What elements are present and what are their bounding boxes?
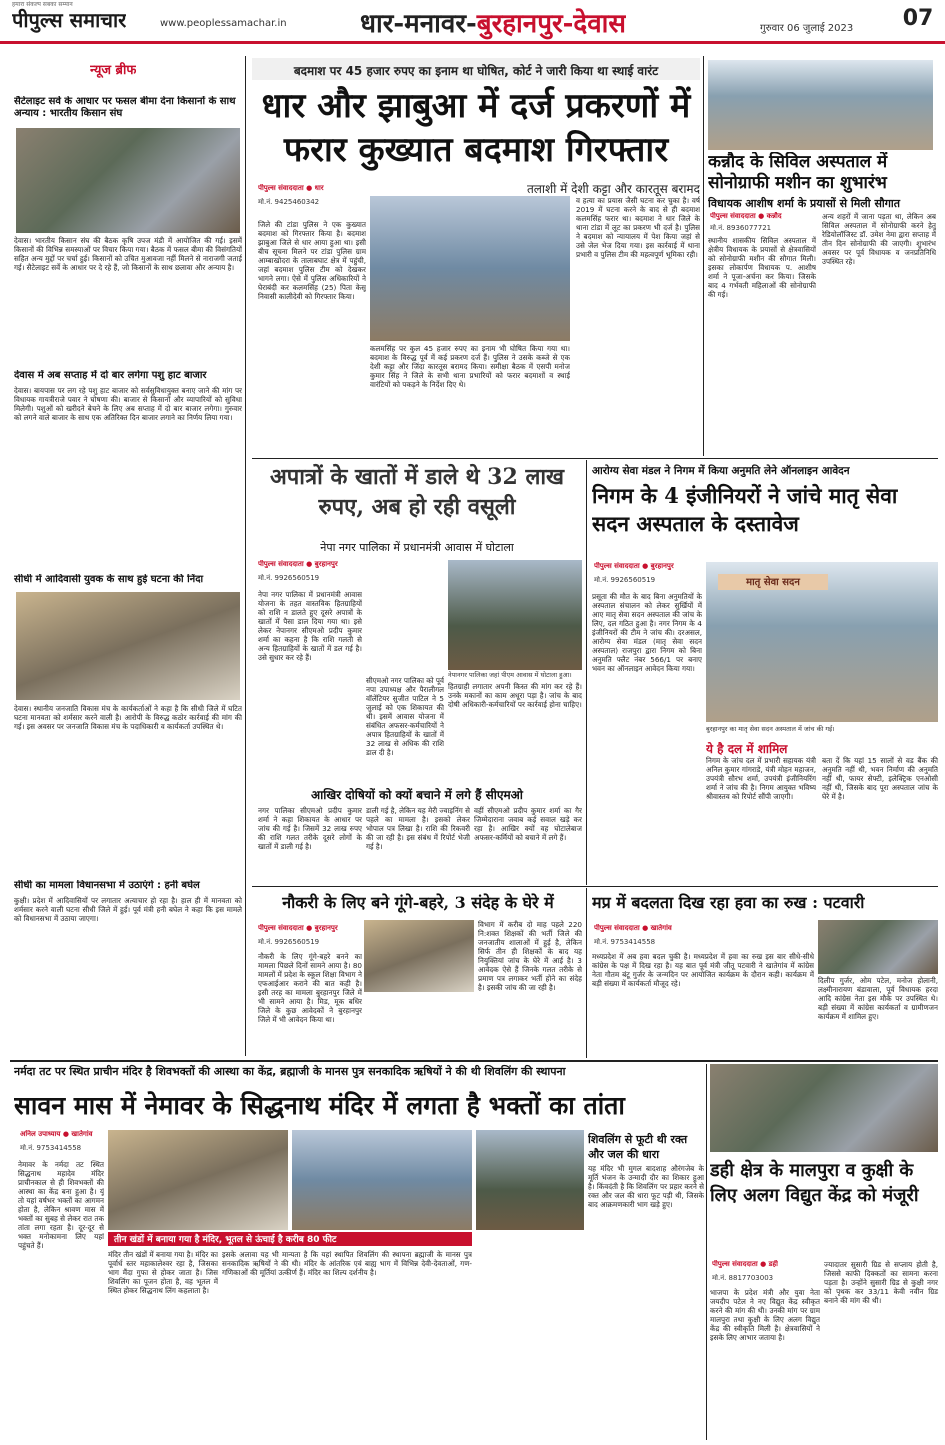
column-divider [703, 56, 704, 456]
temple-mobile: मो.नं. 9753414558 [20, 1144, 82, 1152]
matru-body-1: प्रसूता की मौत के बाद बिना अनुमतियों के अस्पताल संचालन को लेकर सुर्खियों में आए मातृ सेवा सदन अस्पताल की जांच के लिए, दल गठित हुआ है। नगर निगम के 4 इंजीनियरों की टीम ने जांच की। दरअसल, आरोग्य सेवा मंडल (मातृ सेवा सदन अस्पताल) राजपुरा द्वारा निगम को बिना अनुमति फ्लैट नंबर 566/1 पर बनाए भवन का ऑनलाइन आवेदन किया गया। [592, 592, 702, 673]
masthead-tagline: हमारा संकल्प सबका सम्मान [12, 1, 73, 8]
sonography-launch-photo [708, 60, 933, 150]
pmay-side-body-2: डाली गई है, लेकिन यह मेरी ज्वाइनिंग से पहले का मामला है। इसको लेकर भोपाल पत्र लिखा है। राशि की रिकवरी की जा रही है। इस संबंध में रिपोर्ट भेजी गई है। [366, 806, 470, 851]
pmay-photo-caption: नेपानगर पालिका जहां पीएम आवास में घोटाला हुआ। [448, 671, 572, 679]
matru-photo-caption: बुरहानपुर का मातृ सेवा सदन अस्पताल में जांच की गई। [706, 725, 835, 733]
temple-byline: अनिल उपाध्याय ● खातेगांव [20, 1130, 93, 1138]
edition-cities-part2: बुरहानपुर-देवास [476, 9, 626, 39]
pmay-byline: पीपुल्स संवाददाता ● बुरहानपुर [258, 560, 338, 568]
patwari-body-2: दिलीप गुर्जर, ओम पटेल, मनोज होलानी, लक्ष्मीनारायण बंडावाला, पूर्व विधायक हरदा आदि कांग्रेस नेता इस मौके पर उपस्थित थे। बड़ी संख्या में कांग्रेस कार्यकर्ता व ग्रामीणजन कार्यक्रम में शामिल हुए। [818, 976, 938, 1021]
pmay-body-3: हितग्राही लगातार अपनी किस्त की मांग कर रहे हैं। उनके मकानों का काम अधूरा पड़ा है। जांच के बाद दोषी अधिकारी-कर्मचारियों पर कार्रवाई होना चाहिए। [448, 682, 582, 709]
temple-headline: सावन मास में नेमावर के सिद्धनाथ मंदिर में लगता है भक्तों का तांता [14, 1091, 625, 1120]
shivling-photo [476, 1130, 584, 1230]
horizontal-rule [252, 886, 938, 887]
temple-photo [108, 1130, 288, 1230]
lead-mobile: मो.नं. 9425460342 [258, 198, 320, 206]
power-body-2: ज्यादातर सुसारी ग्रिड से सप्लाय होती है, जिससे काफी दिक्कतों का सामना करना पड़ता है। उन्होंने सुसारी ग्रिड से कुक्षी नगर को पृथक कर 33/11 केवी नवीन ग्रिड बनाने की मांग की थी। [824, 1260, 938, 1305]
pmay-side-body-3: वहीं सीएमओ प्रदीप कुमार शर्मा का गैर जिम्मेदाराना जवाब कई सवाल खड़े कर रहा है। आखिर क्यों वह घोटालेबाज अफसर-कर्मियों को बचाने में लगे हैं। [474, 806, 582, 842]
brief-body-4: कुक्षी। प्रदेश में आदिवासियों पर लगातार अत्याचार हो रहा है। हाल ही में मानवता को शर्मसार करने वाली घटना सीधी जिले में हुई। पूर्व मंत्री हनी बघेल ने कहा कि इस मामले को विधानसभा में उठाया जाएगा। [14, 896, 242, 923]
patwari-mobile: मो.नं. 9753414558 [594, 938, 656, 946]
pmay-body-2: सीएमओ नगर पालिका को पूर्व नपा उपाध्यक्ष और पैरालीगल वॉलेंटियर सुजीत पाटिल ने 5 जुलाई को एक शिकायत की थी। इसमें आवास योजना में संबंधित अफसर-कर्मचारियों ने अपात्र हितग्राहियों के खातों में 32 लाख से अधिक की राशि डाल दी है। [366, 676, 444, 757]
horizontal-rule [10, 1060, 938, 1062]
temple-body-3: मंदिर तीन खंडों में बनाया गया है। मंदिर का पूर्वार्ध स्तर महाकालेश्वर रहा है, जिसका भाग मैंदा गुफा से होकर जाता है। जिस शिवलिंग का पूजन होता है, वह भूतल में स्थित होकर सिद्धनाथ लिंग कहलाता है। [108, 1250, 218, 1295]
naukri-headline: नौकरी के लिए बने गूंगे-बहरे, 3 संदेह के घेरे में [282, 893, 554, 912]
lead-subheadline: तलाशी में देशी कट्टा और कारतूस बरामद [526, 182, 700, 196]
school-office-photo [364, 920, 474, 992]
patwari-headline: मप्र में बदलता दिख रहा हवा का रुख : पटवारी [592, 893, 865, 912]
sono-byline: पीपुल्स संवाददाता ● कन्नौद [710, 212, 782, 220]
column-divider [706, 1064, 707, 1440]
sono-body-1: स्थानीय शासकीय सिविल अस्पताल में क्षेत्रीय विधायक के प्रयासों से क्षेत्रवासियों को सोनोग्राफी मशीन की सौगात मिली। इसका लोकार्पण विधायक प. आशीष शर्मा ने पूजा-अर्चना कर किया। जिसके बाद 4 गर्भवती महिलाओं की सोनोग्राफी की गई। [708, 236, 816, 299]
hospital-sign: मातृ सेवा सदन [718, 574, 828, 590]
column-divider [245, 56, 246, 1056]
pmay-mobile: मो.नं. 9926560519 [258, 574, 320, 582]
matru-headline: निगम के 4 इंजीनियरों ने जांचे मातृ सेवा सदन अस्पताल के दस्तावेज [592, 483, 898, 536]
matru-kicker: आरोग्य सेवा मंडल ने निगम में किया अनुमति लेने ऑनलाइन आवेदन [592, 465, 850, 477]
lead-body-1: जिले की टांडा पुलिस ने एक कुख्यात बदमाश को गिरफ्तार किया है। बदमाश झाबुआ जिले से धार आया हुआ था। इसी बीच सूचना मिलने पर टांडा पुलिस ग्राम आम्बाखोदरा के तालाबघाट क्षेत्र में पहुंची, जहां बदमाश पुलिस टीम को देखकर भागने लगा। ऐसे में पुलिस अधिकारियों ने घेराबंदी कर कलमसिंह (25) पिता केसू निवासी कालीदेवी को गिरफ्तार किया। [258, 220, 366, 301]
naukri-byline: पीपुल्स संवाददाता ● बुरहानपुर [258, 924, 338, 932]
pmay-body-1: नेपा नगर पालिका में प्रधानमंत्री आवास योजना के तहत वास्तविक हितग्राहियों को राशि न डालते हुए दूसरे अपात्रों के खातों में पैसा डाल दिया गया था। इसे लेकर नेपानगर सीएमओ प्रदीप कुमार शर्मा का कहना है कि राशि गलती से अन्य हितग्राहियों के खातों में डल गई है। उसे सुधार कर रहे हैं। [258, 590, 362, 662]
column-divider [586, 888, 587, 1058]
column-divider [586, 460, 587, 885]
patwari-body-1: मध्यप्रदेश में अब हवा बदल चुकी है। मध्यप्रदेश में हवा का रुख इस बार सीधे-सीधे कांग्रेस के पक्ष में दिख रहा है। यह बात पूर्व मंत्री जीतू पटवारी ने खातेगांव में कांग्रेस नेता गौतम बंटू गुर्जर के जन्मदिन पर आयोजित कार्यक्रम के दौरान कही। कार्यक्रम में बड़ी संख्या में कार्यकर्ता मौजूद रहे। [592, 952, 814, 988]
horizontal-rule [252, 458, 938, 459]
lead-body-2: कलमसिंह पर कुल 45 हजार रुपए का इनाम भी घोषित किया गया था। बदमाश के विरुद्ध पूर्व में कई प्रकरण दर्ज हैं। पुलिस ने उसके कब्जे से एक देशी कट्टा और जिंदा कारतूस बरामद किया। समीक्षा बैठक में एसपी मनोज कुमार सिंह ने जिले के सभी थाना प्रभारियों को फरार बदमाशों व स्थाई वारंटियों को पकड़ने के निर्देश दिए थे। [370, 344, 570, 389]
sono-headline: कन्नौद के सिविल अस्पताल में सोनोग्राफी मशीन का शुभारंभ [708, 152, 888, 193]
pmay-side-body-1: नगर पालिका सीएमओ प्रदीप कुमार शर्मा ने कहा शिकायत के आधार पर जांच की गई है। जिसमें 32 लाख रुपए की राशि गलत तरीके दूसरे लोगों के खातों में डाली गई है। [258, 806, 362, 851]
matru-byline: पीपुल्स संवाददाता ● बुरहानपुर [594, 562, 674, 570]
power-delegation-photo [710, 1064, 938, 1152]
brief-body-1: देवास। भारतीय किसान संघ की बैठक कृषि उपज मंडी में आयोजित की गई। इसमें किसानों की विभिन्न समस्याओं पर विचार किया गया। बैठक में फसल बीमा की विसंगतियों सहित अन्य मुद्दों पर चर्चा हुई। किसानों को उचित मुआवजा नहीं मिलने से नाराजगी जताई गई। सैटेलाइट सर्वे के आधार पर दे रहे हैं, जो किसानों के साथ छलावा और अन्याय है। [14, 236, 242, 272]
temple-side-headline: शिवलिंग से फूटी थी रक्त और जल की धारा [588, 1133, 688, 1161]
temple-side-body: यह मंदिर भी मुगल बादशाह औरंगजेब के मूर्ति भंजन के उन्मादी दौर का शिकार हुआ है। किंवदंती है कि शिवलिंग पर प्रहार करने से रक्त और जल की धारा फूट पड़ी थी, जिसके बाद आक्रमणकारी भाग खड़े हुए। [588, 1164, 704, 1209]
sono-subheadline: विधायक आशीष शर्मा के प्रयासों से मिली सौगात [708, 197, 901, 210]
lead-byline: पीपुल्स संवाददाता ● धार [258, 184, 324, 192]
temple-photo-caption: तीन खंडों में बनाया गया है मंदिर, भूतल से ऊंचाई है करीब 80 फीट [108, 1232, 472, 1246]
matru-side-body-1: निगम के जांच दल में प्रभारी सहायक यंत्री अनिल कुमार गांगराडे, यंत्री मोहन महाजन, उपयंत्री सौरभ शर्मा, उपयंत्री इंजीनियरिंग शर्मा ने जांच की है। निगम आयुक्त भविष्य श्रीवास्तव को रिपोर्ट सौंपी जाएगी। [706, 756, 816, 801]
sono-mobile: मो.नं. 8936077721 [710, 224, 772, 232]
temple-body-1: नेमावर के नर्मदा तट स्थित सिद्धनाथ महादेव मंदिर प्राचीनकाल से ही शिवभक्तों की आस्था का केंद्र बना हुआ है। यूं तो यहां वर्षभर भक्तों का आगमन होता है, लेकिन श्रावण मास में भक्तों का सुबह से लेकर रात तक तांता लगा रहता है। दूर-दूर से भक्त मनोकामना लिए यहां पहुंचते हैं। [18, 1160, 104, 1250]
edition-cities [360, 4, 626, 40]
pmay-headline: अपात्रों के खातों में डाले थे 32 लाख रुपए, अब हो रही वसूली [269, 464, 565, 520]
naukri-body-2: विभाग में करीब दो माह पहले 220 नि:शक्त शिक्षकों की भर्ती जिले की जनजातीय शालाओं में हुई है, लेकिन सिर्फ तीन ही शिक्षकों के बाद यह नियुक्तियां जांच के घेरे में आई है। 3 आवेदक ऐसे हैं जिनके गलत तरीके से प्रमाण पत्र लगाकर भर्ती होने का संदेह है। इसकी जांच की जा रही है। [478, 920, 582, 992]
lead-kicker: बदमाश पर 45 हजार रुपए का इनाम था घोषित, कोर्ट ने जारी किया था स्थाई वारंट [293, 64, 659, 78]
brief-body-2: देवास। बायपास पर लग रहे पशु हाट बाजार को सर्वसुविधायुक्त बनाए जाने की मांग पर विधायक गायत्रीराजे पवार ने घोषणा की। बाजार से किसानों और व्यापारियों को सुविधा मिलेगी। पशुओं को खरीदने बेचने के लिए अब सप्ताह में दो बार बाजार लगेगा। गुरुवार को लगने वाले बाजार के साथ एक अतिरिक्त दिन बाजार लगाने का निर्णय लिया गया। [14, 386, 242, 422]
matru-side-body-2: बता दें कि यहां 15 सालों से वड बैंक की अनुमति नहीं थी, भवन निर्माण की अनुमति नहीं थी, फायर सेफ्टी, इलेक्ट्रिक एनओसी नहीं थी, जिसके बाद पूरा अस्पताल जांच के घेरे में है। [822, 756, 938, 801]
power-body-1: भाजपा के प्रदेश मंत्री और युवा नेता जयदीप पटेल ने नए विद्युत केंद्र स्वीकृत करने की मांग की थी। उनकी मांग पर ग्राम मालपुरा तथा कुक्षी के लिए अलग विद्युत केंद्र की स्वीकृति मिली है। क्षेत्रवासियों ने इसके लिए आभार जताया है। [710, 1288, 820, 1342]
brief-headline-4: सीधी का मामला विधानसभा में उठाएंगे : हनी बघेल [14, 880, 200, 891]
issue-date: गुरुवार 06 जुलाई 2023 [760, 23, 854, 34]
power-mobile: मो.नं. 8817703003 [712, 1274, 774, 1282]
temple-body-2: इसके अलावा यह भी मान्यता है कि यहां स्थापित शिवलिंग की स्थापना ब्रह्माजी के मानस पुत्र सनकादिक ऋषियों ने की थी। मंदिर के आंतरिक एवं बाह्य भाग में विभिन्न देवी-देवताओं, गण-गणिकाओं की मूर्तियां उत्कीर्ण हैं। मंदिर का शिल्प दर्शनीय है। [222, 1250, 472, 1277]
matru-side-headline: ये है दल में शामिल [706, 742, 788, 756]
matru-mobile: मो.नं. 9926560519 [594, 576, 656, 584]
brief-headline-3: सीधी में आदिवासी युवक के साथ हुई घटना की निंदा [14, 574, 204, 585]
sono-body-2: अन्य शहरों में जाना पड़ता था, लेकिन अब सिविल अस्पताल में सोनोग्राफी करने हेतु रेडियोलॉजिस्ट डॉ. उमेश नेमा द्वारा सप्ताह में तीन दिन सोनोग्राफी की जाएगी। शुभारंभ अवसर पर पूर्व विधायक व जनप्रतिनिधि उपस्थित रहे। [822, 212, 936, 266]
lead-headline: धार और झाबुआ में दर्ज प्रकरणों में फरार कुख्यात बदमाश गिरफ्तार [261, 86, 691, 170]
pmay-subheadline: नेपा नगर पालिका में प्रधानमंत्री आवास में घोटाला [320, 541, 514, 554]
brief-headline-1: सैटेलाइट सर्वे के आधार पर फसल बीमा देना किसानों के साथ अन्याय : भारतीय किसान संघ [14, 96, 236, 119]
farmers-meeting-photo [16, 128, 240, 233]
brief-body-3: देवास। स्थानीय जनजाति विकास मंच के कार्यकर्ताओं ने कहा है कि सीधी जिले में घटित घटना मानवता को शर्मसार करने वाली है। आरोपी के विरुद्ध कठोर कार्रवाई की मांग की गई। इस अवसर पर जनजाति विकास मंच के पदाधिकारी व कार्यकर्ता उपस्थित थे। [14, 704, 242, 731]
newspaper-logo: पीपुल्स समाचार [12, 8, 127, 32]
lead-body-3: व हत्या का प्रयास जैसी घटना कर चुका है। वर्ष 2019 में घटना करने के बाद से ही बदमाश कलमसिंह फरार था। बदमाश ने धार जिले के थाना टांडा में लूट का प्रकरण भी दर्ज है। पुलिस ने बदमाश को न्यायालय में पेश किया जहां से उसे जेल भेज दिया गया। इस कार्रवाई में थाना प्रभारी व पुलिस टीम की महत्वपूर्ण भूमिका रही। [576, 196, 700, 259]
temple-kicker: नर्मदा तट पर स्थित प्राचीन मंदिर है शिवभक्तों की आस्था का केंद्र, ब्रह्माजी के मानस पुत्र सनकादिक ऋषियों ने की थी शिवलिंग की स्थापना [14, 1065, 566, 1078]
naukri-body-1: नौकरी के लिए गूंगे-बहरे बनने का मामला पिछले दिनों सामने आया है। 80 मामलों में प्रदेश के स्कूल शिक्षा विभाग ने एफआईआर कराने की बात कही है। इसी तरह का मामला बुरहानपुर जिले में भी सामने आया है। मिड, मूक बधिर जिले के कुछ आवेदकों ने बुरहानपुर जिले में भी आवेदन किया था। [258, 952, 362, 1024]
edition-cities-part1: धार-मनावर- [360, 9, 477, 39]
brief-headline-2: देवास में अब सप्ताह में दो बार लगेगा पशु हाट बाजार [14, 370, 207, 381]
patwari-byline: पीपुल्स संवाददाता ● खातेगांव [594, 924, 672, 932]
power-byline: पीपुल्स संवाददाता ● डही [712, 1260, 778, 1268]
news-brief-tag: न्यूज ब्रीफ [90, 63, 137, 78]
congress-event-photo [818, 920, 938, 974]
page-number: 07 [898, 6, 938, 38]
nagar-palika-photo [448, 560, 582, 670]
arrest-photo [370, 196, 570, 341]
protest-photo [16, 592, 240, 700]
pmay-side-headline: आखिर दोषियों को क्यों बचाने में लगे हैं सीएमओ [311, 788, 523, 802]
power-headline: डही क्षेत्र के मालपुरा व कुक्षी के लिए अलग विद्युत केंद्र को मंजूरी [710, 1160, 919, 1206]
website-url: www.peoplessamachar.in [160, 18, 287, 29]
naukri-mobile: मो.नं. 9926560519 [258, 938, 320, 946]
narmada-ghat-photo [292, 1130, 472, 1230]
